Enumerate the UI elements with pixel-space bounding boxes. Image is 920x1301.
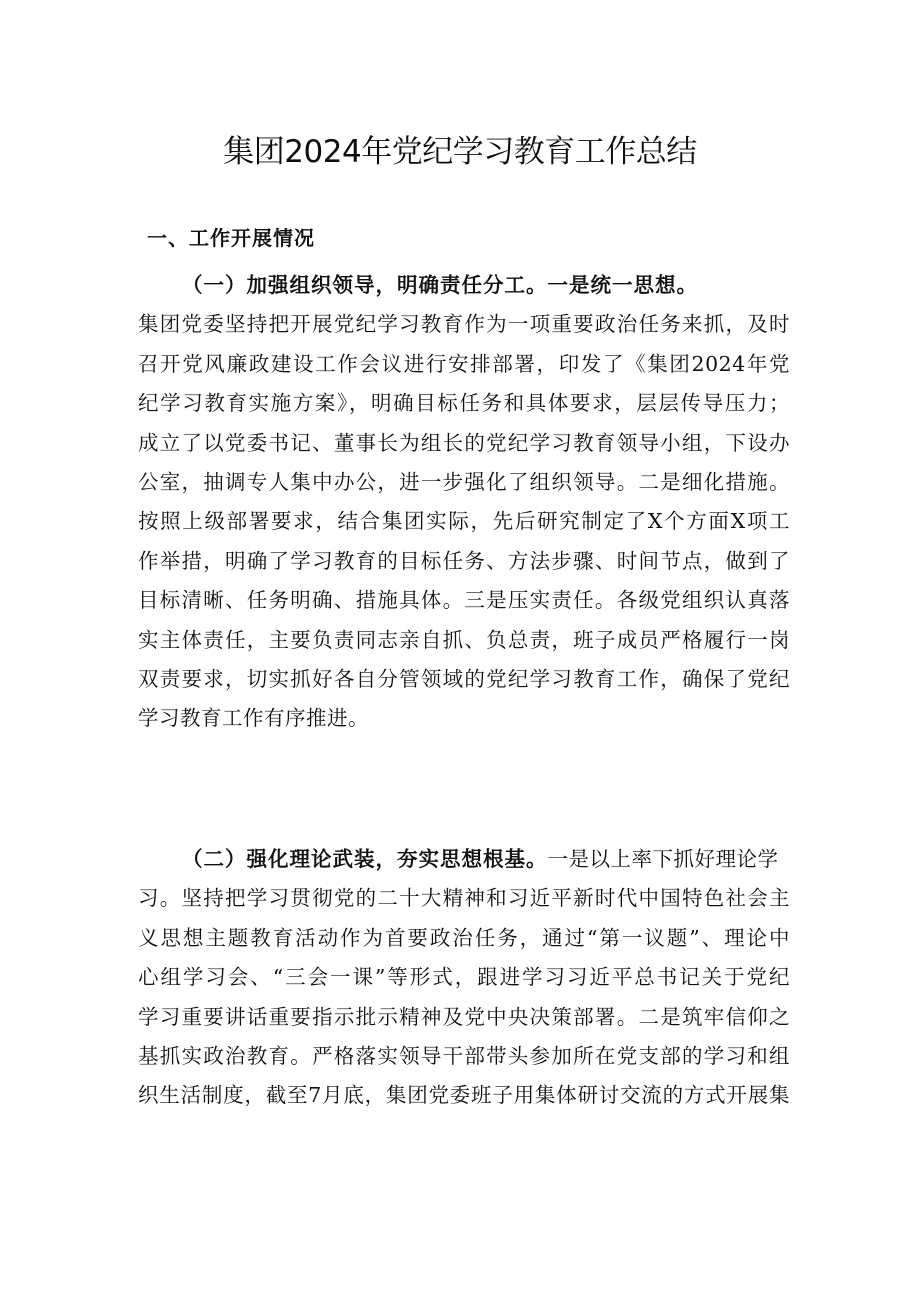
paragraph-line: 纪学习教育实施方案》，明确目标任务和具体要求，层层传导压力； — [138, 391, 790, 416]
paragraph-lead-heading: （一）加强组织领导，明确责任分工。 — [182, 273, 548, 297]
document-title: 集团2024年党纪学习教育工作总结 — [223, 134, 697, 170]
paragraph-line: 召开党风廉政建设工作会议进行安排部署，印发了《集团2024年党 — [138, 351, 790, 376]
paragraph-line: 作举措，明确了学习教育的目标任务、方法步骤、时间节点，做到了 — [138, 548, 790, 573]
paragraph-organization-leadership — [138, 266, 790, 739]
paragraph-line: 按照上级部署要求，结合集团实际，先后研究制定了X个方面X项工 — [138, 509, 790, 534]
paragraph-lead-text: 一是以上率下抓好理论学 — [547, 847, 779, 871]
paragraph-lead-heading: （二）强化理论武装，夯实思想根基。 — [182, 847, 548, 871]
paragraph-line: 基抓实政治教育。严格落实领导干部带头参加所在党支部的学习和组 — [138, 1043, 790, 1068]
section-heading: 一、工作开展情况 — [147, 226, 315, 250]
paragraph-theory-study — [138, 840, 790, 1116]
paragraph-line: 学习教育工作有序推进。 — [138, 706, 369, 731]
paragraph-line: 心组学习会、“三会一课”等形式，跟进学习习近平总书记关于党纪 — [138, 965, 790, 990]
paragraph-lead-text: 一是统一思想。 — [547, 273, 698, 297]
paragraph-first-line — [138, 840, 790, 879]
paragraph-line: 学习重要讲话重要指示批示精神及党中央决策部署。二是筑牢信仰之 — [138, 1004, 790, 1029]
paragraph-line: 织生活制度，截至7月底，集团党委班子用集体研讨交流的方式开展集 — [138, 1083, 790, 1108]
paragraph-line: 集团党委坚持把开展党纪学习教育作为一项重要政治任务来抓，及时 — [138, 312, 790, 337]
paragraph-first-line — [138, 266, 790, 305]
paragraph-line: 义思想主题教育活动作为首要政治任务，通过“第一议题”、理论中 — [138, 925, 790, 950]
paragraph-line: 实主体责任，主要负责同志亲自抓、负总责，班子成员严格履行一岗 — [138, 627, 790, 652]
paragraph-line: 目标清晰、任务明确、措施具体。三是压实责任。各级党组织认真落 — [138, 588, 790, 613]
paragraph-line: 公室，抽调专人集中办公，进一步强化了组织领导。二是细化措施。 — [138, 469, 790, 494]
paragraph-line: 习。坚持把学习贯彻党的二十大精神和习近平新时代中国特色社会主 — [138, 886, 790, 911]
paragraph-line: 双责要求，切实抓好各自分管领域的党纪学习教育工作，确保了党纪 — [138, 666, 790, 691]
paragraph-line: 成立了以党委书记、董事长为组长的党纪学习教育领导小组，下设办 — [138, 430, 790, 455]
